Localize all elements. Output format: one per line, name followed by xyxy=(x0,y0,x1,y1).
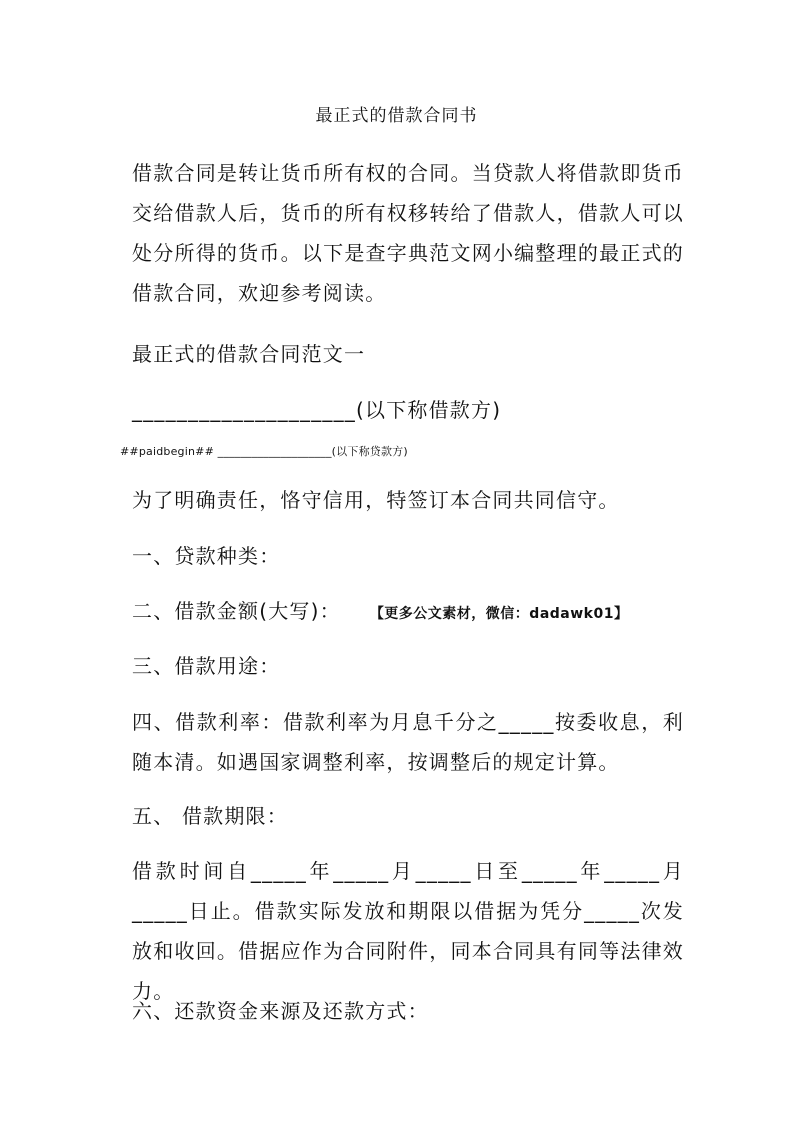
clause-5-detail: 借款时间自_____年_____月_____日至_____年_____月_____日止。借款实际发放和期限以借据为凭分_____次发放和收回。借据应作为合同附件，同本合同具有同等法律效力。 xyxy=(132,859,684,1003)
promo-note: 【更多公文素材，微信：dadawk01】 xyxy=(376,606,629,622)
clause-2: 二、借款金额(大写)： xyxy=(132,599,341,623)
clause-5: 五、 借款期限： xyxy=(132,804,288,828)
clause-4: 四、借款利率：借款利率为月息千分之_____按委收息，利随本清。如遇国家调整利率，按调整后的规定计算。 xyxy=(132,710,684,774)
clause-6: 六、还款资金来源及还款方式： xyxy=(132,999,429,1023)
section-heading: 最正式的借款合同范文一 xyxy=(132,342,366,366)
clause-2-row xyxy=(122,597,692,628)
purpose-statement: 为了明确责任，恪守信用，特签订本合同共同信守。 xyxy=(132,488,620,512)
intro-paragraph: 借款合同是转让货币所有权的合同。当贷款人将借款即货币交给借款人后，货币的所有权移转给了借款人，借款人可以处分所得的货币。以下是查字典范文网小编整理的最正式的借款合同，欢迎参考阅读。 xyxy=(132,161,684,305)
clause-3: 三、借款用途： xyxy=(132,654,281,678)
lender-line: ##paidbegin## ____________________(以下称贷款方) xyxy=(120,445,408,458)
document-title: 最正式的借款合同书 xyxy=(315,106,478,126)
clause-1: 一、贷款种类： xyxy=(132,544,281,568)
borrower-line: ____________________(以下称借款方) xyxy=(132,398,502,422)
